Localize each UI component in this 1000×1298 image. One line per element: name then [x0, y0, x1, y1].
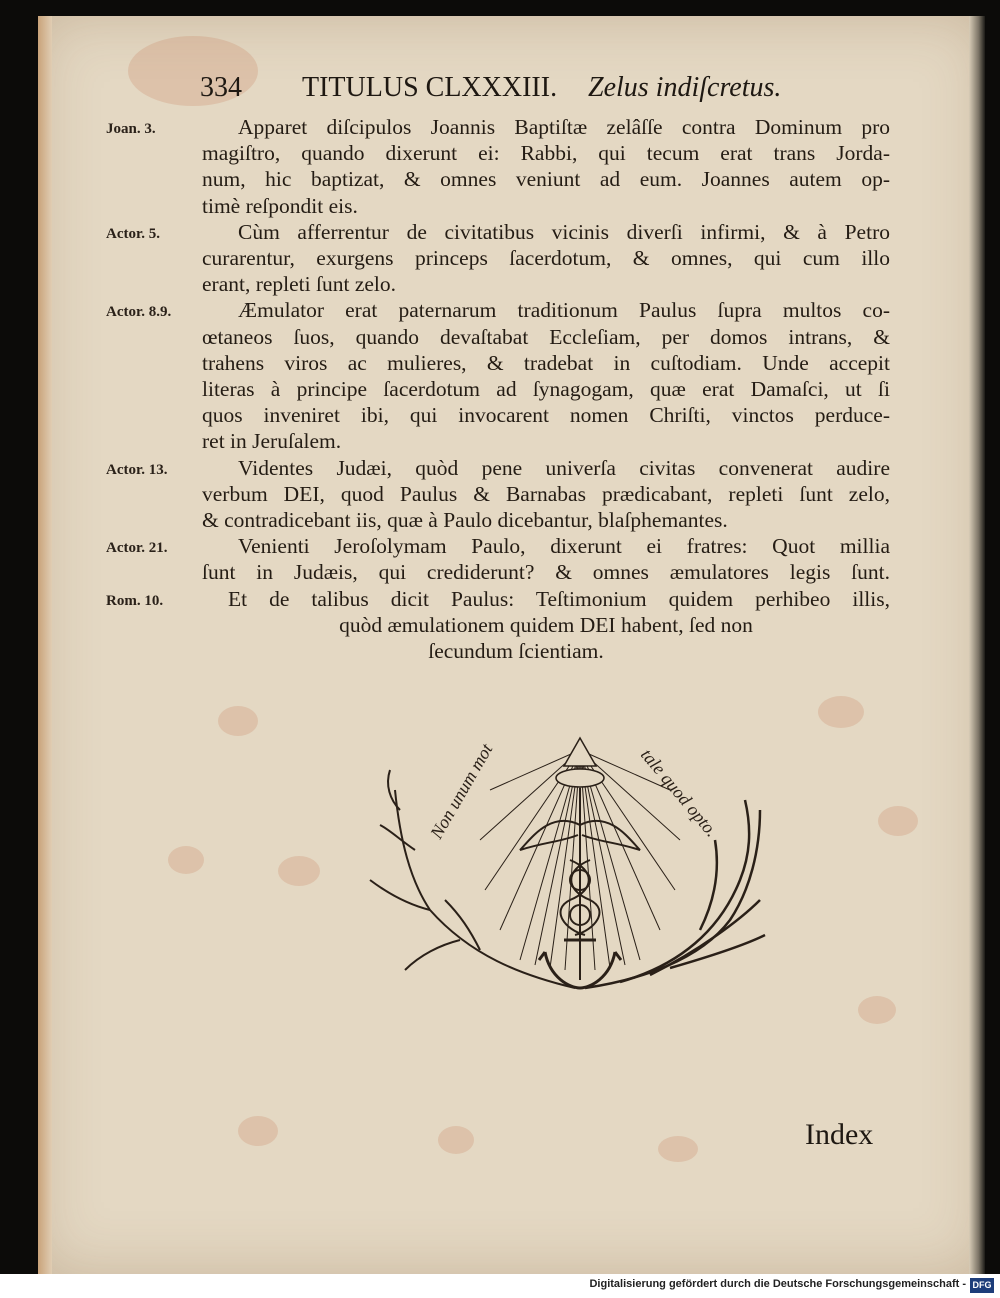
text-line: ret in Jeruſalem. — [202, 429, 342, 454]
text-line: ſecundum ſcientiam. — [428, 639, 604, 664]
body-text — [106, 114, 890, 664]
text-line: magiſtro, quando dixerunt ei: Rabbi, qui tecum erat trans Jorda- — [202, 141, 890, 166]
dfg-logo-icon: DFG — [970, 1278, 994, 1293]
catchword: Index — [805, 1118, 874, 1151]
text-line: curarentur, exurgens princeps ſacerdotum, & omnes, qui cum illo — [202, 246, 890, 271]
printers-ornament — [320, 730, 770, 1000]
page-number: 334 — [200, 72, 242, 103]
text-line: ſunt in Judæis, qui crediderunt? & omnes æmulatores legis ſunt. — [202, 560, 890, 585]
foxing-spot — [168, 846, 204, 874]
foxing-spot — [658, 1136, 698, 1162]
text-line: Et de talibus dicit Paulus: Teſtimonium quidem perhibeo illis, — [228, 586, 890, 611]
foxing-spot — [438, 1126, 474, 1154]
margin-reference: Rom. 10. — [106, 592, 164, 609]
footer-credit: Digitalisierung gefördert durch die Deutsche Forschungsgemeinschaft - — [589, 1278, 966, 1290]
page-edge-right — [969, 16, 985, 1274]
foxing-spot — [238, 1116, 278, 1146]
text-line: Cùm afferrentur de civitatibus vicinis diverſi infirmi, & à Petro — [238, 219, 890, 244]
digitization-footer — [0, 1274, 1000, 1298]
foxing-spot — [878, 806, 918, 836]
margin-reference: Actor. 5. — [106, 225, 161, 242]
page-edge-left — [38, 16, 52, 1274]
paragraph-rom-10 — [106, 586, 890, 665]
paragraph-actor-21 — [106, 533, 890, 585]
text-line: Videntes Judæi, quòd pene univerſa civitas convenerat audire — [238, 455, 890, 480]
paragraph-actor-5 — [106, 219, 890, 298]
header-subtitle: Zelus indiſcretus. — [588, 72, 782, 103]
margin-reference: Actor. 21. — [106, 540, 168, 557]
text-line: œtaneos ſuos, quando devaſtabat Eccleſiam, per domos intrans, & — [202, 324, 890, 349]
paragraph-actor-13 — [106, 455, 890, 534]
text-line: verbum DEI, quod Paulus & Barnabas prædicabant, repleti ſunt zelo, — [202, 481, 890, 506]
paragraph-joan-3 — [106, 114, 890, 219]
text-line: Æmulator erat paternarum traditionum Paulus ſupra multos co- — [238, 298, 890, 323]
text-line: quòd æmulationem quidem DEI habent, ſed non — [339, 612, 753, 637]
text-line: Venienti Jeroſolymam Paulo, dixerunt ei fratres: Quot millia — [238, 534, 890, 559]
margin-reference: Actor. 8.9. — [106, 304, 172, 321]
motto-left: Non unum mot — [426, 740, 497, 842]
paragraph-actor-8-9 — [106, 297, 890, 454]
margin-reference: Joan. 3. — [106, 121, 156, 137]
margin-reference: Actor. 13. — [106, 461, 168, 478]
triangle-emblem — [564, 738, 596, 766]
text-line: erant, repleti ſunt zelo. — [202, 272, 397, 297]
text-line: Apparet diſcipulos Joannis Baptiſtæ zelâſſe contra Dominum pro — [238, 115, 890, 139]
cloud-emblem — [556, 769, 604, 787]
text-line: literas à principe ſacerdotum ad ſynagogam, quæ erat Damaſci, ut ſi — [202, 377, 890, 402]
motto-right: tale quod opto. — [636, 744, 722, 841]
foxing-spot — [218, 706, 258, 736]
text-line: trahens viros ac mulieres, & tradebat in cuſtodiam. Unde accepit — [202, 350, 890, 375]
foxing-spot — [858, 996, 896, 1024]
text-line: quos inveniret ibi, qui invocarent nomen Chriſti, vinctos perduce- — [202, 403, 890, 428]
header-title: TITULUS CLXXXIII. — [302, 72, 558, 103]
text-line: timè reſpondit eis. — [202, 193, 358, 218]
foxing-spot — [278, 856, 320, 886]
foxing-spot — [818, 696, 864, 728]
text-line: num, hic baptizat, & omnes veniunt ad eum. Joannes autem op- — [202, 167, 890, 192]
text-line: & contradicebant iis, quæ à Paulo dicebantur, blaſphemantes. — [202, 508, 728, 533]
running-header — [200, 72, 840, 112]
